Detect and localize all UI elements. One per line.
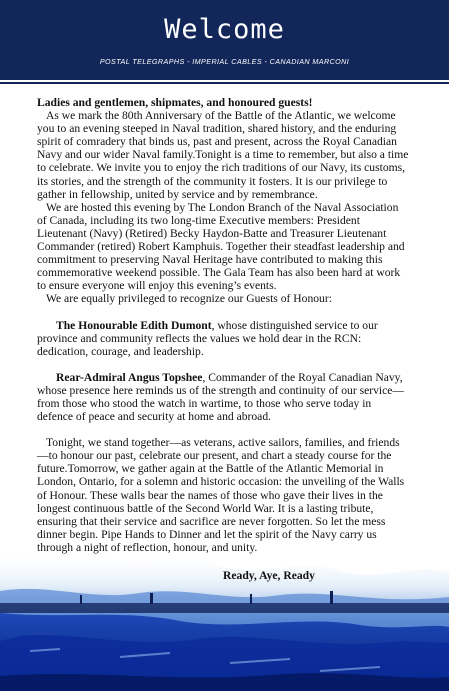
page-title: Welcome xyxy=(164,14,285,45)
paragraph-closing: Tonight, we stand together—as veterans, active sailors, families, and friends—to honour our past, celebrate our present, and chart a steady course for the future.Tomorrow, we gather again at the Battle of the Atlantic Memorial in London, Ontario, for a solemn and historic occasion: the unveiling of the Walls of Honour. These walls bear the names of those who gave their lives in the longest continuous battle of the Second World War. It is a lasting tribute, ensuring that their service and sacrifice are never forgotten. So let the mess dinner begin. Pipe Hands to Dinner and let the spirit of the Navy carry us through a night of reflection, honour, and unity. xyxy=(37,436,405,554)
honour-guest-1-name: The Honourable Edith Dumont xyxy=(56,318,212,332)
paragraph-guests-intro: We are equally privileged to recognize our Guests of Honour: xyxy=(46,292,332,306)
spacer xyxy=(37,306,409,319)
paragraph-anniversary: As we mark the 80th Anniversary of the Battle of the Atlantic, we welcome you to an evening steeped in Naval tradition, shared history, and the enduring spirit of comradery that binds us, past and present, across the Royal Canadian Navy and our wider Naval family.Tonight is a time to remember, but also a time to celebrate. We invite you to enjoy the rich traditions of our Navy, its customs, its stories, and the strength of the community it fosters. It is our privilege to gather in fellowship, united by service and by remembrance. xyxy=(37,109,409,201)
honour-guest-2-text: , Commander of the Royal Canadian Navy, whose presence here reminds us of the strength and continuity of our service—from those who stood the watch in wartime, to those who serve today in defence of peace and security at home and abroad. xyxy=(37,370,405,424)
spacer xyxy=(37,423,409,436)
letter-greeting: Ladies and gentlemen, shipmates, and honoured guests! xyxy=(37,96,313,109)
honour-guest-2-name: Rear-Admiral Angus Topshee xyxy=(56,370,203,384)
header-banner xyxy=(0,0,449,78)
honour-guest-1 xyxy=(37,319,409,358)
header-subtitle: POSTAL TELEGRAPHS - IMPERIAL CABLES - CANADIAN MARCONI xyxy=(99,57,350,66)
paragraph-hosts: We are hosted this evening by The London Branch of the Naval Association of Canada, including its two long-time Executive members: President Lieutenant (Navy) (Retired) Becky Haydon-Batte and Treasurer Lieutenant Commander (retired) Robert Kamphuis. Together their steadfast leadership and commitment to preserving Naval Heritage have contributed to making this commemorative weekend possible. The Gala Team has also been hard at work to ensure everyone will enjoy this evening’s events. xyxy=(37,200,405,293)
spacer xyxy=(37,554,409,567)
letter-body xyxy=(37,96,409,582)
spacer xyxy=(37,358,409,371)
header-rule xyxy=(0,78,449,84)
honour-guest-2 xyxy=(37,371,409,423)
honour-guest-1-text: , whose distinguished service to our province and community reflects the values we hold dear in the RCN: dedication, courage, and leadership. xyxy=(37,318,378,358)
closing-motto: Ready, Aye, Ready xyxy=(223,569,315,582)
